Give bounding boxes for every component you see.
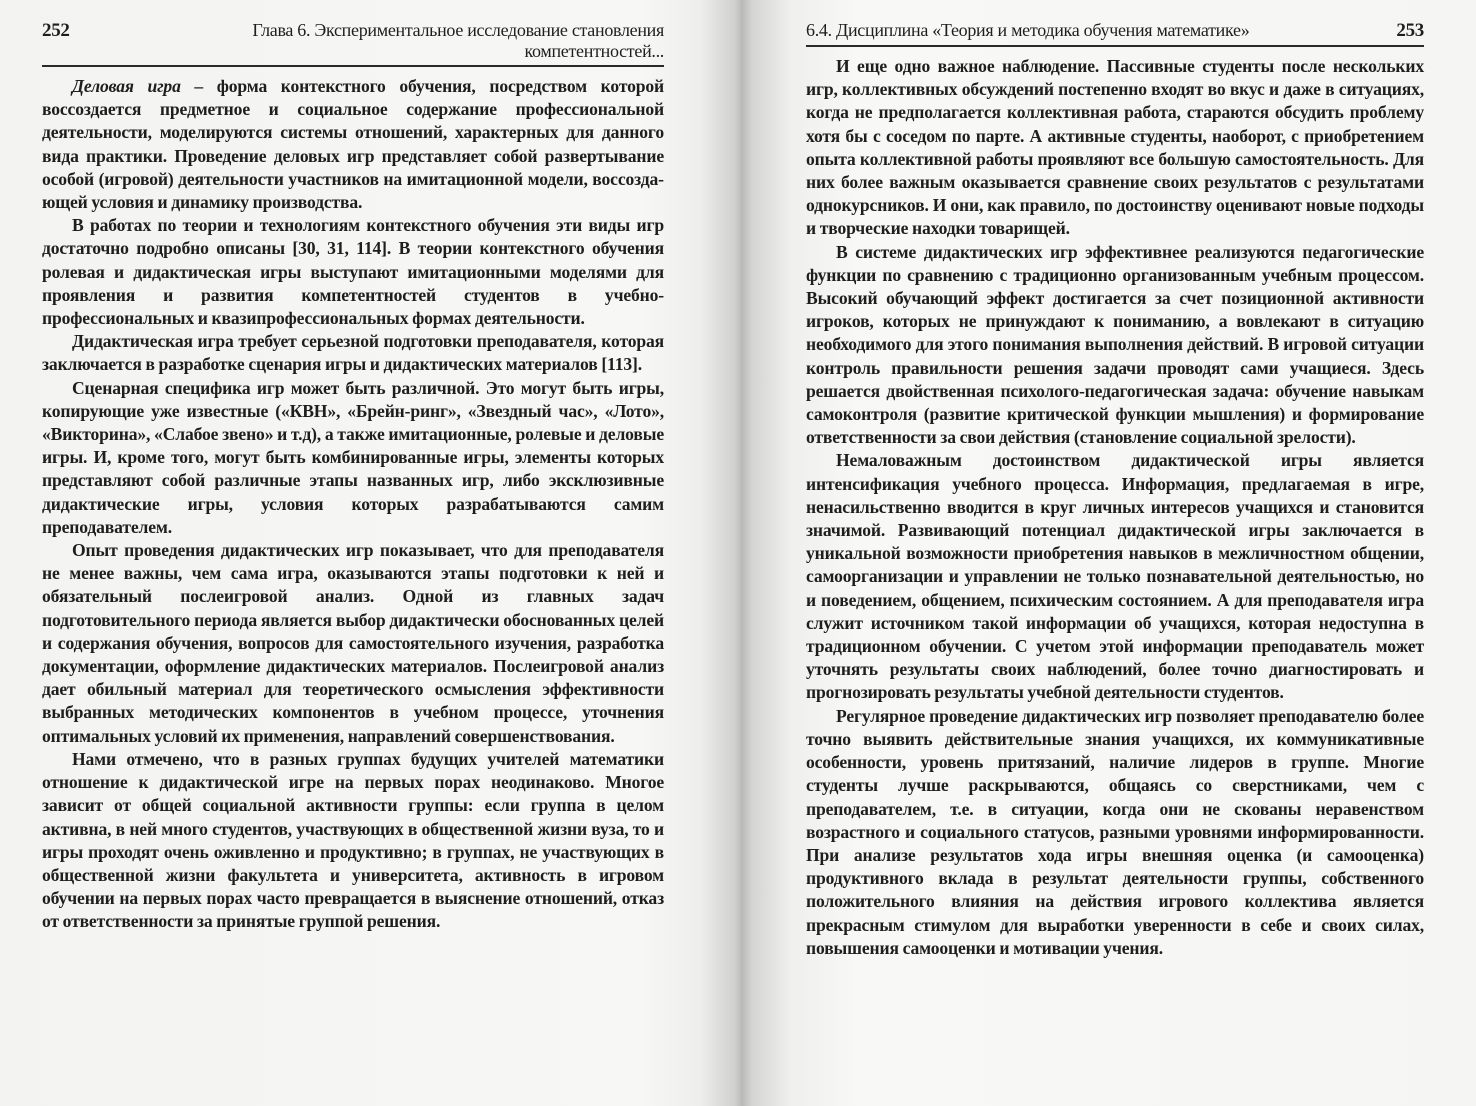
right-page-text	[806, 55, 1424, 960]
paragraph: Деловая игра – форма контекстного обучения, посредством которой воссоздается предметное и социальное содержание профессиональной деятельности, моделируются системы отношений, характерных для данного вида практики. Проведение деловых игр представляет собой развертывание особой (игровой) деятельности участников на имитационной модели, воссоздающей условия и динамику производства.	[42, 76, 664, 213]
left-chapter-title: Глава 6. Экспериментальное исследование становления компетентностей...	[252, 20, 664, 61]
paragraph: В работах по теории и технологиям контекстного обучения эти виды игр достаточно подробно описаны [30, 31, 114]. В теории контекстного обучения ролевая и дидактическая игры выступают имитационными моделями для проявления и развития компетентностей студентов в учебно-профессиональных и квазипрофессиональных формах деятельности.	[42, 215, 664, 329]
paragraph: И еще одно важное наблюдение. Пассивные студенты после нескольких игр, коллективных обсуждений постепенно входят во вкус и даже в ситуациях, когда не предполагается коллективная работа, стараются обсудить проблему хотя бы с соседом по парте. А активные студенты, наоборот, с приобретением опыта коллективной работы проявляют все большую самостоятельность. Для них более важным оказывается сравнение своих результатов с результатами однокурсников. И они, как правило, по достоинству оценивают новые подходы и творческие находки товарищей.	[806, 56, 1424, 239]
paragraph: Сценарная специфика игр может быть различной. Это могут быть игры, копирующие уже известные («КВН», «Брейн-ринг», «Звездный час», «Лото», «Викторина», «Слабое звено» и т.д), а также имитационные, ролевые и деловые игры. И, кроме того, могут быть комбинированные игры, элементы которых представляют собой различные этапы названных игр, либо эксклюзивные дидактические игры, условия которых разрабатываются самим преподавателем.	[42, 377, 664, 537]
paragraph: Немаловажным достоинством дидактической игры является интенсификация учебного процесса. Информация, предлагаемая в игре, ненасильственно вводится в круг личных интересов учащихся и становится значимой. Развивающий потенциал дидактической игры заключается в уникальной возможности приобретения навыков в межличностном общении, самоорганизации и управлении не только познавательной деятельностью, но и поведением, общением, психическим состоянием. А для преподавателя игра служит источником такой информации об учащихся, которая недоступна в традиционном обучении. С учетом этой информации преподаватель может уточнять результаты своих наблюдений, более точно диагностировать и прогнозировать результаты учебной деятельности студентов.	[806, 450, 1424, 703]
left-page-number: 252	[42, 20, 70, 41]
left-page-text	[42, 75, 664, 934]
right-section-title: 6.4. Дисциплина «Теория и методика обучения математике»	[806, 20, 1250, 40]
term-lead: Деловая игра	[72, 76, 181, 96]
paragraph: Дидактическая игра требует серьезной подготовки преподавателя, которая заключается в разработке сценария игры и дидактических материалов [113].	[42, 331, 664, 375]
paragraph: В системе дидактических игр эффективнее реализуются педагогические функции по сравнению с традиционно организованным учебным процессом. Высокий обучающий эффект достигается за счет позиционной активности игроков, которых не принуждают к пониманию, а вовлекают в ситуацию необходимого для этого понимания выполнения действий. В игровой ситуации контроль правильности решения задачи проводят сами учащиеся. Здесь решается двойственная психолого-педагогическая задача: обучение навыкам самоконтроля (развитие критической функции мышления) и формирование ответственности за свои действия (становление социальной зрелости).	[806, 241, 1424, 448]
right-running-head	[806, 20, 1424, 47]
left-page	[42, 20, 664, 934]
paragraph: Нами отмечено, что в разных группах будущих учителей математики отношение к дидактической игре на первых порах неодинаково. Многое зависит от общей социальной активности группы: если группа в целом активна, в ней много студентов, участвующих в общественной жизни вуза, то и игры проходят очень оживленно и продуктивно; в группах, не участвующих в общественной жизни факультета и университета, активность в игровом обучении на первых порах часто превращается в выяснение отношений, отказ от ответственности за принятые группой решения.	[42, 748, 664, 932]
paragraph: Опыт проведения дидактических игр показывает, что для преподавателя не менее важны, чем сама игра, оказываются этапы подготовки к ней и обязательный послеигровой анализ. Одной из главных задач подготовительного периода является выбор дидактически обоснованных целей и содержания обучения, вопросов для самостоятельного изучения, разработка документации, оформление дидактических материалов. Послеигровой анализ дает обильный материал для теоретического осмысления эффективности выбранных методических компонентов в учебном процессе, уточнения оптимальных условий их применения, направлений совершенствования.	[42, 540, 664, 746]
right-page-number: 253	[1396, 20, 1424, 41]
paragraph: Регулярное проведение дидактических игр позволяет преподавателю более точно выявить действительные знания учащихся, их коммуникативные особенности, уровень притязаний, наличие лидеров в группе. Многие студенты лучше раскрываются, общаясь со сверстниками, чем с преподавателем, т.е. в ситуации, когда они не скованы неравенством возрастного и социального статусов, разными уровнями информированности. При анализе результатов хода игры внешняя оценка (и самооценка) продуктивного вклада в результат деятельности группы, собственного положительного влияния на действия игрового коллектива является прекрасным стимулом для выработки уверенности в себе и своих силах, повышения самооценки и мотивации учения.	[806, 705, 1424, 958]
right-page	[806, 20, 1424, 960]
left-running-head	[42, 20, 664, 67]
